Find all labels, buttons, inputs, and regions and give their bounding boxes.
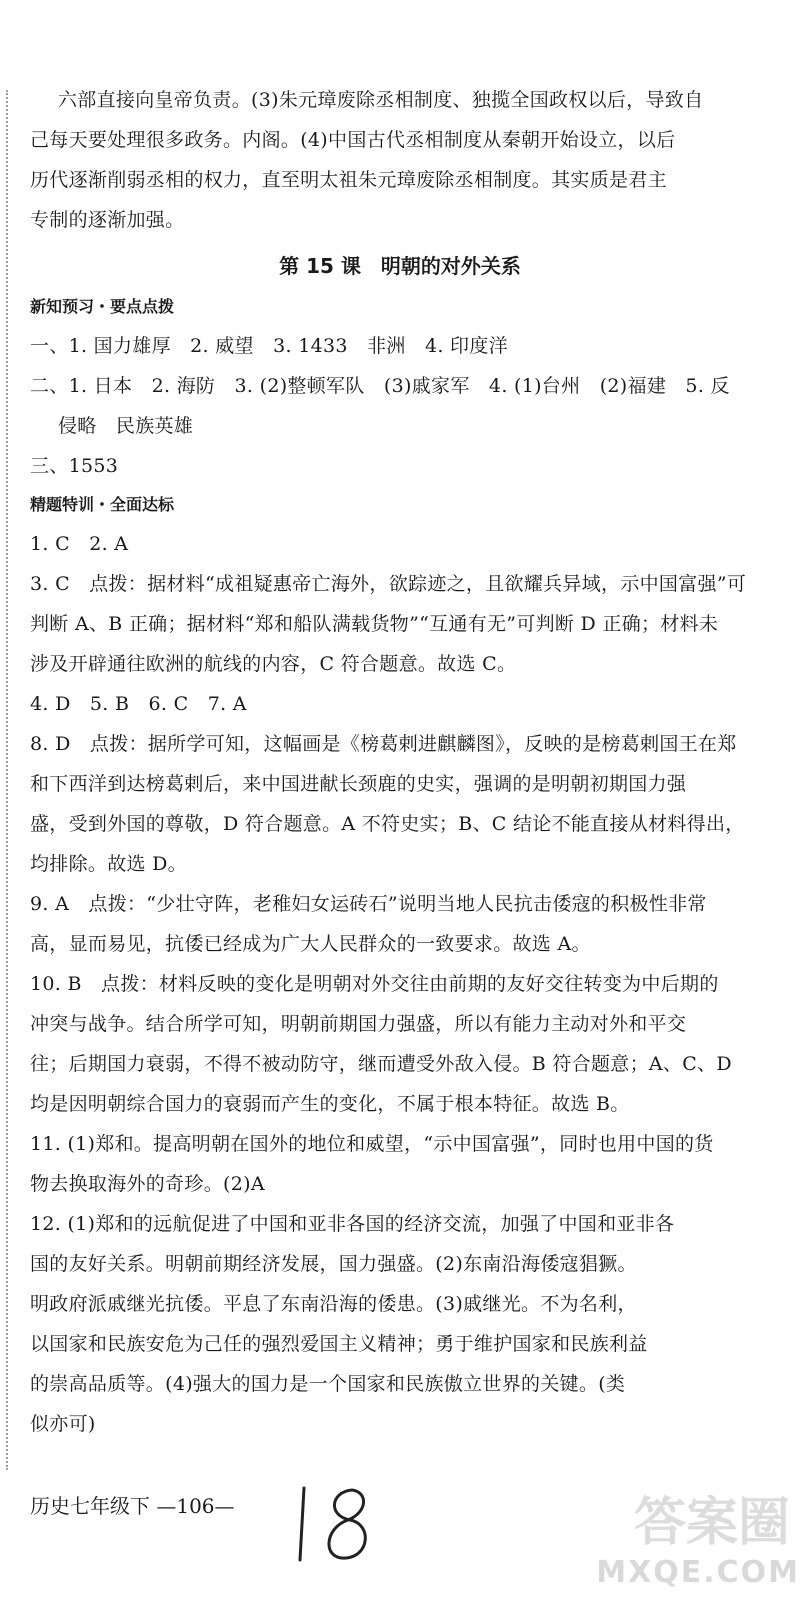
page-content [30, 80, 770, 1444]
answer-line: 以国家和民族安危为己任的强烈爱国主义精神；勇于维护国家和民族利益 [30, 1333, 648, 1355]
section-heading-training: 精题特训・全面达标 [30, 495, 175, 514]
answer-line: 明政府派戚继光抗倭。平息了东南沿海的倭患。(3)戚继光。不为名利， [30, 1293, 637, 1315]
answer-line: 国的友好关系。明朝前期经济发展，国力强盛。(2)东南沿海倭寇猖獗。 [30, 1253, 637, 1275]
answer-line: 盛，受到外国的尊敬，D 符合题意。A 不符史实；B、C 结论不能直接从材料得出， [30, 813, 745, 835]
text-line: 己每天要处理很多政务。内阁。(4)中国古代丞相制度从秦朝开始设立，以后 [30, 129, 676, 151]
answer-line: 物去换取海外的奇珍。(2)A [30, 1173, 265, 1195]
answer-line: 1. C 2. A [30, 533, 129, 555]
text-line: 六部直接向皇帝负责。(3)朱元璋废除丞相制度、独揽全国政权以后，导致自 [58, 89, 704, 111]
answer-line: 往；后期国力衰弱，不得不被动防守，继而遭受外敌入侵。B 符合题意；A、C、D [30, 1053, 732, 1075]
text-line: 专制的逐渐加强。 [30, 209, 185, 231]
answer-line: 的崇高品质等。(4)强大的国力是一个国家和民族傲立世界的关键。(类 [30, 1373, 626, 1395]
watermark-site: MXQE.COM [596, 1555, 800, 1590]
answer-line: 3. C 点拨：据材料“成祖疑惠帝亡海外，欲踪迹之，且欲耀兵异域，示中国富强”可 [30, 573, 747, 595]
handwritten-number-18 [290, 1478, 380, 1568]
answer-line: 12. (1)郑和的远航促进了中国和亚非各国的经济交流，加强了中国和亚非各 [30, 1213, 675, 1235]
answer-line: 9. A 点拨：“少壮守阵，老稚妇女运砖石”说明当地人民抗击倭寇的积极性非常 [30, 893, 707, 915]
answer-line: 似亦可) [30, 1413, 96, 1435]
section-heading-preview: 新知预习・要点点拨 [30, 297, 175, 316]
answer-line: 均是因明朝综合国力的衰弱而产生的变化，不属于根本特征。故选 B。 [30, 1093, 630, 1115]
answer-line: 冲突与战争。结合所学可知，明朝前期国力强盛，所以有能力主动对外和平交 [30, 1013, 687, 1035]
page-footer: 历史七年级下 —106— [30, 1494, 235, 1518]
text-line: 一、1. 国力雄厚 2. 威望 3. 1433 非洲 4. 印度洋 [30, 335, 508, 357]
watermark-logo: 答案圈 [633, 1493, 790, 1553]
answer-line: 10. B 点拨：材料反映的变化是明朝对外交往由前期的友好交往转变为中后期的 [30, 973, 719, 995]
watermark [540, 1480, 800, 1590]
answer-line: 4. D 5. B 6. C 7. A [30, 693, 247, 715]
answer-line: 涉及开辟通往欧洲的航线的内容，C 符合题意。故选 C。 [30, 653, 517, 675]
text-line: 三、1553 [30, 455, 119, 477]
text-line: 二、1. 日本 2. 海防 3. (2)整顿军队 (3)戚家军 4. (1)台州 (2)福建 5. 反 [30, 375, 730, 397]
answer-line: 8. D 点拨：据所学可知，这幅画是《榜葛剌进麒麟图》，反映的是榜葛剌国王在郑 [30, 733, 737, 755]
answer-line: 11. (1)郑和。提高明朝在国外的地位和威望，“示中国富强”，同时也用中国的货 [30, 1133, 714, 1155]
answer-line: 高，显而易见，抗倭已经成为广大人民群众的一致要求。故选 A。 [30, 933, 591, 955]
answer-line: 均排除。故选 D。 [30, 853, 187, 875]
lesson-title: 第 15 课 明朝的对外关系 [279, 254, 521, 278]
binding-dotted-line [6, 90, 8, 1470]
text-line: 侵略 民族英雄 [58, 415, 194, 437]
text-line: 历代逐渐削弱丞相的权力，直至明太祖朱元璋废除丞相制度。其实质是君主 [30, 169, 667, 191]
answer-line: 和下西洋到达榜葛剌后，来中国进献长颈鹿的史实，强调的是明朝初期国力强 [30, 773, 687, 795]
answer-line: 判断 A、B 正确；据材料“郑和船队满载货物”“互通有无”可判断 D 正确；材料未 [30, 613, 719, 635]
